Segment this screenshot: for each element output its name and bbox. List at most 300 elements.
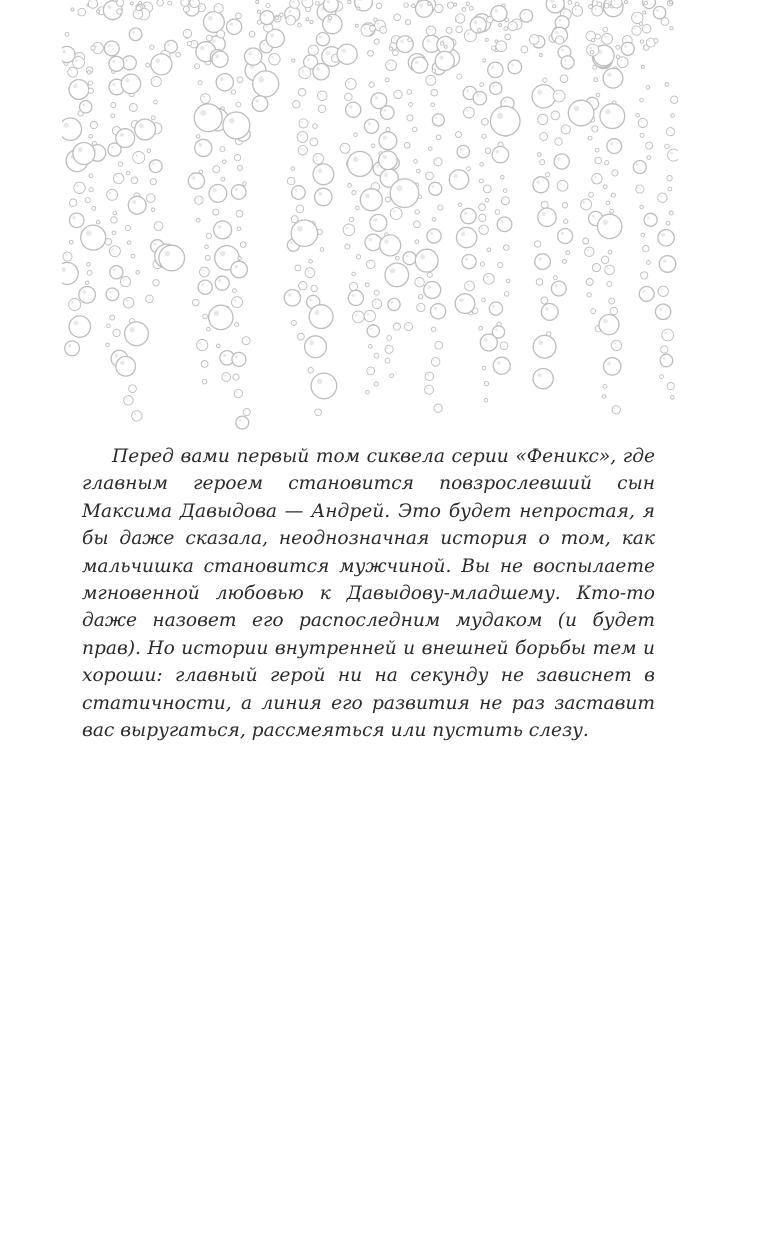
- bubble: [269, 54, 280, 65]
- bubble: [131, 177, 138, 184]
- bubble: [395, 256, 399, 260]
- bubble: [62, 118, 82, 140]
- bubble: [242, 337, 250, 345]
- bubble: [482, 134, 486, 138]
- bubble: [215, 276, 229, 290]
- bubble: [541, 304, 558, 321]
- bubble: [415, 249, 438, 272]
- bubble: [605, 161, 609, 165]
- bubble: [159, 245, 185, 271]
- bubble: [87, 263, 91, 267]
- bubble: [555, 36, 563, 44]
- bubble: [146, 295, 154, 303]
- bubble: [592, 39, 595, 42]
- bubble: [106, 288, 119, 301]
- bubble: [243, 182, 247, 186]
- bubble: [484, 398, 488, 402]
- bubble: [498, 262, 503, 267]
- bubble: [370, 214, 387, 231]
- bubble: [206, 233, 211, 238]
- bubble: [92, 206, 96, 210]
- bubble: [412, 127, 417, 132]
- bubble: [593, 65, 597, 69]
- bubble: [88, 88, 93, 93]
- bubble: [287, 177, 295, 185]
- bubble: [607, 282, 612, 287]
- bubble: [386, 60, 397, 71]
- bubble: [561, 125, 570, 134]
- bubble: [203, 314, 208, 319]
- bubble: [606, 201, 610, 205]
- bubble: [149, 160, 162, 173]
- bubble: [128, 196, 146, 214]
- bubble: [407, 90, 412, 95]
- bubble: [69, 80, 89, 100]
- bubble: [504, 292, 509, 297]
- bubble: [602, 33, 613, 44]
- bubble: [428, 2, 431, 5]
- bubble: [73, 143, 95, 165]
- bubble: [209, 185, 227, 203]
- bubble: [253, 71, 279, 97]
- bubble: [104, 41, 119, 56]
- bubble: [658, 286, 668, 296]
- bubble: [388, 298, 400, 310]
- bubble: [414, 160, 418, 164]
- bubble: [589, 192, 594, 197]
- bubble: [586, 279, 593, 286]
- bubble: [436, 135, 441, 140]
- bubble: [376, 3, 381, 8]
- bubble: [609, 298, 615, 304]
- bubble: [536, 279, 543, 286]
- bubble: [198, 81, 202, 85]
- bubble: [541, 201, 548, 208]
- bubble: [493, 357, 510, 374]
- bubble: [603, 185, 607, 189]
- bubble: [235, 323, 239, 327]
- bubble: [424, 282, 441, 299]
- bubble: [668, 149, 678, 161]
- bubble: [660, 354, 673, 367]
- bubble: [348, 151, 373, 176]
- bubble: [357, 7, 360, 10]
- bubble: [432, 69, 436, 73]
- bubble: [553, 90, 565, 102]
- bubble: [506, 279, 510, 283]
- bubble: [352, 272, 356, 276]
- bubble: [257, 20, 261, 24]
- bubble: [129, 28, 142, 41]
- bubble: [385, 78, 389, 82]
- bubble: [671, 114, 675, 118]
- bubble: [345, 79, 356, 90]
- bubble: [323, 0, 338, 12]
- bubble: [642, 24, 651, 33]
- bubble: [133, 152, 145, 164]
- bubble: [497, 217, 512, 232]
- bubble: [116, 129, 135, 148]
- bubble: [431, 327, 435, 331]
- bubble: [198, 280, 212, 294]
- bubble: [390, 208, 402, 220]
- bubble: [458, 203, 462, 207]
- bubble: [213, 166, 220, 173]
- bubble: [562, 259, 566, 263]
- bubble: [348, 290, 363, 305]
- bubble: [89, 134, 93, 138]
- bubble: [111, 114, 115, 118]
- bubble: [236, 102, 241, 107]
- bubble: [316, 33, 329, 46]
- bubble: [371, 144, 375, 148]
- bubble: [118, 162, 123, 167]
- bubble: [415, 278, 424, 287]
- bubble: [153, 280, 159, 286]
- bubble: [432, 114, 444, 126]
- bubble: [299, 119, 308, 128]
- bubbles-illustration: [62, 0, 678, 440]
- bubble: [561, 56, 574, 69]
- bubble: [425, 372, 434, 381]
- bubble: [595, 148, 599, 152]
- bubble: [404, 143, 410, 149]
- bubble: [343, 224, 355, 236]
- bubble: [568, 1, 572, 5]
- bubble: [435, 51, 454, 70]
- bubble: [293, 101, 300, 108]
- bubble: [431, 103, 435, 107]
- bubble: [116, 357, 136, 377]
- bubble: [454, 3, 457, 6]
- bubble: [415, 240, 419, 244]
- bubble: [74, 182, 85, 193]
- bubble: [602, 395, 606, 399]
- bubble: [636, 185, 644, 193]
- bubble: [385, 197, 390, 202]
- bubble: [492, 146, 508, 162]
- bubble: [434, 404, 442, 412]
- bubble: [110, 266, 123, 279]
- bubble: [113, 329, 120, 336]
- bubble: [151, 54, 172, 75]
- bubble: [482, 118, 489, 125]
- bubble: [345, 244, 350, 249]
- bubble: [407, 115, 413, 121]
- bubble: [533, 369, 553, 389]
- bubble: [366, 390, 370, 394]
- bubble: [106, 343, 110, 347]
- bubble: [197, 340, 208, 351]
- bubble: [604, 3, 609, 8]
- bubble: [611, 0, 622, 8]
- bubble: [352, 191, 356, 195]
- bubble: [484, 381, 488, 385]
- bubble: [90, 122, 97, 129]
- bubble: [643, 11, 646, 14]
- bubble: [551, 111, 560, 120]
- bubble: [478, 28, 482, 32]
- bubble: [553, 5, 556, 8]
- bubble: [404, 322, 412, 330]
- bubble: [132, 411, 142, 421]
- bubble: [490, 82, 502, 94]
- bubble: [306, 18, 309, 21]
- bubble: [187, 42, 191, 46]
- bubble: [313, 164, 334, 185]
- bubble: [380, 26, 387, 33]
- bubble: [113, 211, 117, 215]
- bubble: [479, 225, 488, 234]
- bubble: [298, 333, 305, 340]
- bubble: [111, 103, 116, 108]
- bubble: [109, 56, 124, 71]
- bubble: [483, 273, 494, 284]
- bubble: [647, 261, 651, 265]
- bubble: [394, 90, 402, 98]
- bubble: [558, 229, 573, 244]
- bubble: [296, 205, 304, 213]
- bubble: [89, 174, 93, 178]
- bubble: [236, 13, 242, 19]
- bubble: [151, 208, 155, 212]
- bubble: [195, 64, 200, 69]
- bubble: [500, 342, 508, 350]
- bubble: [291, 320, 296, 325]
- bubble: [243, 409, 250, 416]
- bubble: [212, 51, 228, 67]
- bubble: [354, 133, 358, 137]
- bubble: [479, 214, 486, 221]
- bubble: [129, 385, 137, 393]
- bubble: [369, 82, 374, 87]
- bubble: [252, 96, 268, 112]
- bubble: [87, 71, 91, 75]
- bubble: [404, 3, 408, 7]
- bubble: [71, 8, 74, 11]
- bubble: [385, 263, 409, 287]
- bubble: [380, 235, 401, 256]
- bubble: [196, 135, 200, 139]
- bubble: [192, 299, 199, 306]
- bubble: [551, 281, 566, 296]
- bubble: [315, 188, 332, 205]
- bubble: [112, 231, 116, 235]
- bubble: [107, 189, 118, 200]
- bubble: [121, 74, 140, 93]
- bubble: [292, 59, 295, 62]
- bubble: [611, 340, 621, 350]
- bubble: [151, 77, 161, 87]
- bubble: [63, 252, 72, 261]
- bubble: [291, 220, 317, 246]
- bubble: [592, 174, 602, 184]
- bubble: [311, 373, 337, 399]
- bubble: [492, 326, 504, 338]
- bubble: [236, 416, 249, 429]
- bubble: [348, 0, 351, 3]
- bubble: [554, 154, 569, 169]
- bubble: [366, 260, 375, 269]
- bubble: [435, 4, 443, 12]
- bubble: [188, 173, 204, 189]
- bubble: [504, 27, 508, 31]
- bubble: [647, 156, 651, 160]
- bubble: [129, 104, 137, 112]
- bubble: [69, 299, 81, 311]
- bubble: [205, 245, 209, 249]
- bubble: [183, 6, 189, 12]
- bubble: [223, 112, 250, 139]
- bubble: [125, 225, 130, 230]
- bubble: [295, 265, 301, 271]
- bubble: [337, 44, 357, 64]
- bubble: [176, 52, 181, 57]
- bubble: [520, 10, 533, 23]
- bubble: [633, 161, 646, 174]
- bubble: [466, 2, 469, 5]
- bubble: [417, 169, 421, 173]
- bubble: [646, 142, 653, 149]
- bubble: [608, 250, 612, 254]
- bubble: [85, 281, 89, 285]
- bubble: [379, 132, 397, 150]
- bubble: [605, 265, 615, 275]
- bubble: [298, 89, 306, 97]
- bubble: [183, 29, 191, 37]
- bubble: [426, 172, 434, 180]
- bubble: [632, 26, 641, 35]
- bubble: [256, 1, 259, 4]
- bubble: [456, 14, 465, 23]
- bubble: [636, 113, 640, 117]
- bubble: [612, 170, 618, 176]
- bubble: [483, 185, 491, 193]
- bubble: [297, 132, 308, 143]
- bubble: [313, 124, 318, 129]
- bubble: [488, 62, 503, 77]
- bubble: [641, 66, 644, 69]
- bubble: [311, 285, 317, 291]
- bubble: [658, 230, 674, 246]
- bubble: [245, 48, 262, 65]
- bubble: [299, 67, 311, 79]
- bubble: [480, 262, 484, 266]
- bubble: [426, 75, 436, 85]
- bubble: [231, 185, 246, 200]
- bubble: [284, 290, 300, 306]
- bubble: [131, 254, 135, 258]
- bubble: [87, 271, 92, 276]
- bubble: [123, 297, 134, 308]
- bubble: [566, 251, 570, 255]
- bubble: [318, 105, 326, 113]
- bubble: [372, 299, 382, 309]
- bubble: [201, 94, 211, 104]
- bubble: [249, 31, 255, 37]
- bubble: [157, 0, 164, 6]
- bubble: [107, 324, 111, 328]
- bubble: [309, 260, 313, 264]
- bubble: [409, 103, 413, 107]
- bubble: [232, 289, 236, 293]
- bubble: [299, 282, 307, 290]
- bubble: [194, 104, 222, 132]
- bubble: [310, 20, 313, 23]
- bubble: [292, 186, 306, 200]
- bubble: [417, 303, 425, 311]
- bubble: [533, 177, 549, 193]
- bubble: [374, 290, 379, 295]
- bubble: [557, 180, 568, 191]
- bubble: [154, 222, 163, 231]
- bubble: [365, 283, 369, 287]
- bubble: [136, 271, 140, 275]
- bubble: [560, 75, 568, 83]
- bubble: [508, 60, 522, 74]
- bubble: [89, 188, 93, 192]
- bubble: [457, 74, 462, 79]
- bubble: [346, 102, 361, 117]
- bubble: [581, 199, 592, 210]
- bubble: [204, 12, 225, 33]
- bubble: [385, 345, 393, 353]
- bubble: [501, 197, 509, 205]
- bubble: [658, 193, 667, 202]
- bubble: [539, 54, 542, 57]
- bubble: [345, 93, 353, 101]
- bubble: [603, 385, 607, 389]
- bubble: [130, 2, 133, 5]
- bubble: [555, 138, 562, 145]
- bubble: [240, 242, 246, 248]
- bubble: [482, 366, 486, 370]
- bubble: [150, 179, 156, 185]
- bubble: [385, 358, 390, 363]
- bubble: [348, 184, 352, 188]
- bubble: [610, 209, 614, 213]
- bubble: [598, 214, 622, 238]
- bubble: [80, 101, 92, 113]
- bubble: [236, 210, 243, 217]
- bubble: [266, 3, 270, 7]
- bubble: [455, 294, 475, 314]
- bubble: [73, 57, 85, 69]
- bubble: [591, 309, 596, 314]
- bubble: [538, 208, 556, 226]
- bubble: [305, 268, 315, 278]
- bubble: [456, 132, 462, 138]
- bubble: [147, 149, 151, 153]
- bubble: [568, 100, 594, 126]
- bubble: [389, 47, 392, 50]
- bubble: [379, 151, 398, 170]
- bubble: [641, 233, 645, 237]
- bubble: [313, 154, 324, 165]
- bubble: [374, 39, 379, 44]
- bubble: [601, 256, 608, 263]
- bubble: [659, 256, 676, 273]
- bubble: [469, 6, 473, 10]
- bubble: [369, 345, 373, 349]
- bubble: [440, 42, 443, 45]
- bubble: [643, 246, 649, 252]
- bubble: [438, 205, 443, 210]
- bubble: [489, 302, 502, 315]
- bubble: [328, 16, 331, 19]
- bubble: [96, 220, 100, 224]
- bubble: [661, 346, 668, 353]
